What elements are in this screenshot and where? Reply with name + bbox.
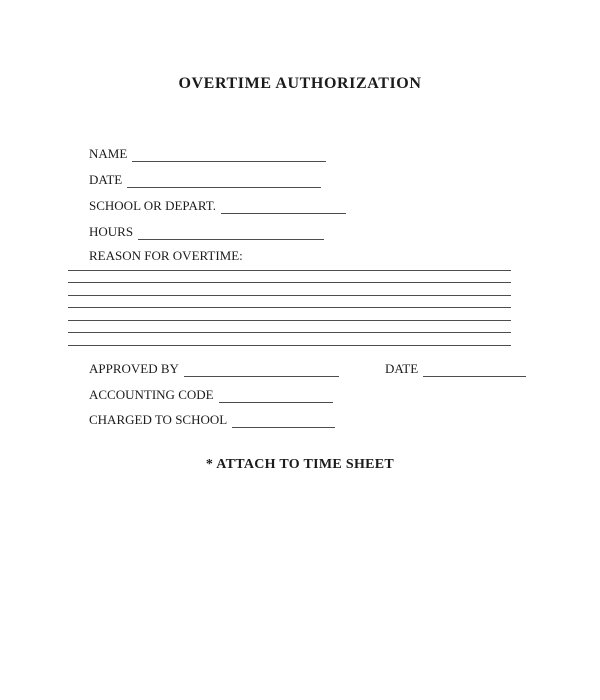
form-title: OVERTIME AUTHORIZATION: [178, 75, 422, 92]
attach-to-time-sheet-note: * ATTACH TO TIME SHEET: [205, 457, 395, 472]
reason-for-overtime-label: REASON FOR OVERTIME:: [89, 248, 243, 263]
name-label: NAME: [89, 146, 128, 161]
date-input-line[interactable]: [127, 180, 321, 188]
reason-line[interactable]: [68, 308, 511, 321]
school-or-depart-label: SCHOOL OR DEPART.: [89, 198, 216, 213]
approved-date-group: [385, 356, 526, 382]
hours-label: HOURS: [89, 224, 134, 239]
charged-to-school-label: CHARGED TO SCHOOL: [89, 412, 228, 427]
field-row-date: [89, 167, 346, 193]
school-or-depart-input-line[interactable]: [221, 206, 346, 214]
reason-line[interactable]: [68, 296, 511, 309]
field-row-name: [89, 141, 346, 167]
field-row-charged-to-school: [89, 407, 526, 433]
reason-line[interactable]: [68, 283, 511, 296]
approved-by-input-line[interactable]: [184, 369, 339, 377]
name-input-line[interactable]: [132, 154, 326, 162]
date-label: DATE: [89, 172, 123, 187]
field-row-accounting-code: [89, 382, 526, 408]
field-row-hours: [89, 219, 346, 245]
top-fields-section: [89, 141, 346, 245]
field-row-school: [89, 193, 346, 219]
field-row-approved-by: [89, 356, 526, 382]
reason-line[interactable]: [68, 271, 511, 284]
reason-lines: [68, 258, 511, 346]
reason-line[interactable]: [68, 258, 511, 271]
approved-by-label: APPROVED BY: [89, 361, 179, 376]
charged-to-school-input-line[interactable]: [232, 420, 335, 428]
approval-section: [89, 356, 526, 433]
approved-date-input-line[interactable]: [423, 369, 526, 377]
accounting-code-input-line[interactable]: [219, 395, 333, 403]
accounting-code-label: ACCOUNTING CODE: [89, 386, 214, 402]
hours-input-line[interactable]: [138, 232, 324, 240]
reason-line[interactable]: [68, 333, 511, 346]
reason-line[interactable]: [68, 321, 511, 334]
approved-date-label: DATE: [384, 361, 419, 376]
